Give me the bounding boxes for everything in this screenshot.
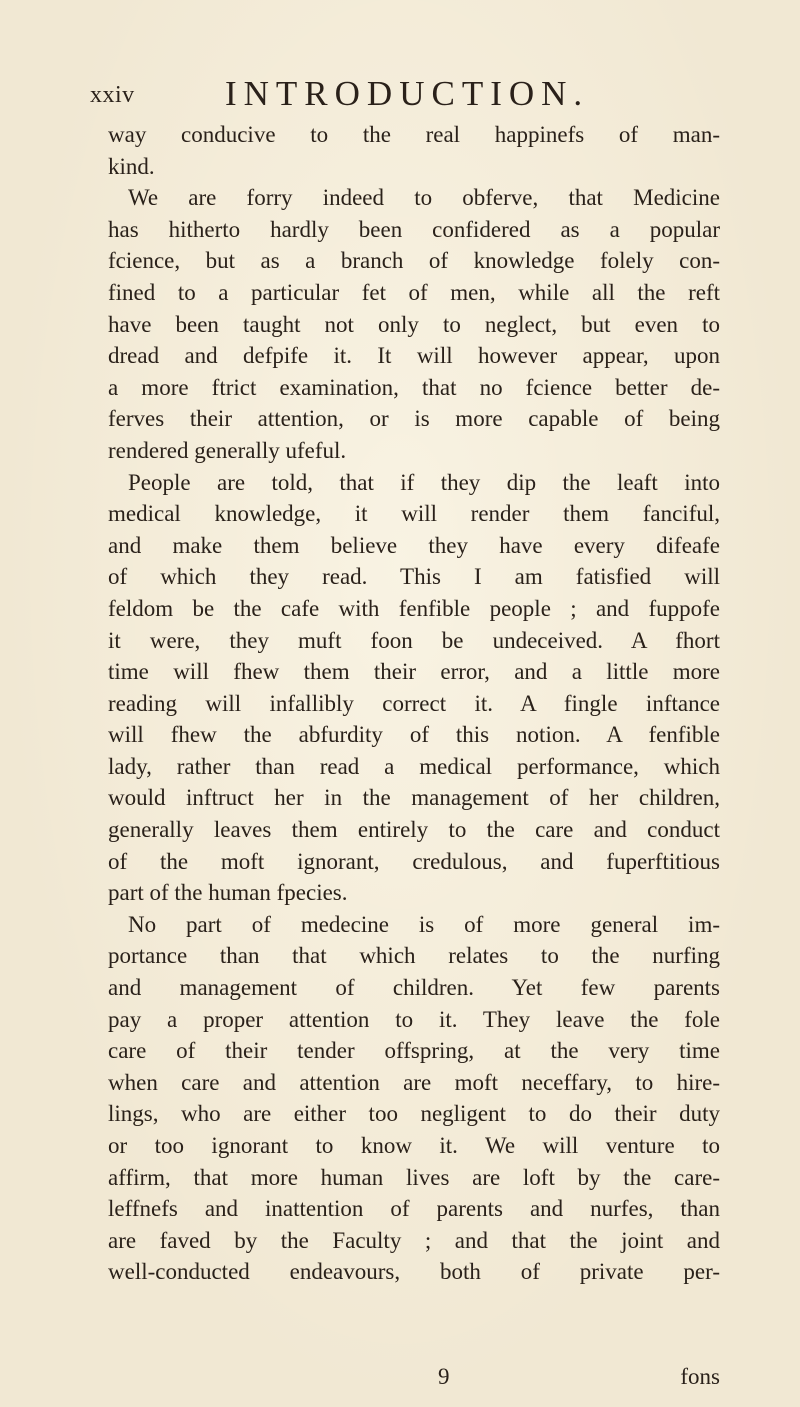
text-line: fcience, but as a branch of knowledge folely con- (108, 248, 720, 274)
text-line: leffnefs and inattention of parents and nurfes, than (108, 1196, 720, 1222)
text-line: No part of medecine is of more general im- (128, 911, 720, 937)
signature-mark: 9 (438, 1364, 450, 1389)
text-line: and management of children. Yet few parents (108, 975, 720, 1001)
text-line: has hitherto hardly been confidered as a popular (108, 216, 720, 242)
text-line: have been taught not only to neglect, but even to (108, 311, 720, 337)
page-number: xxiv (90, 82, 135, 108)
text-line: rendered generally ufeful. (108, 437, 347, 463)
text-line: of the moft ignorant, credulous, and fuperftitious (108, 848, 720, 874)
text-line: way conducive to the real happinefs of man- (108, 122, 720, 147)
text-line: care of their tender offspring, at the very time (108, 1038, 720, 1064)
text-line: part of the human fpecies. (108, 880, 348, 906)
text-line: or too ignorant to know it. We will venture to (108, 1133, 720, 1158)
text-line: would inftruct her in the management of her children, (108, 785, 720, 811)
text-line: and make them believe they have every difeafe (108, 532, 720, 558)
text-line: lady, rather than read a medical performance, which (108, 753, 720, 779)
text-line: time will fhew them their error, and a little more (108, 659, 720, 685)
body-text (108, 119, 720, 1288)
text-line: ferves their attention, or is more capable of being (108, 406, 720, 432)
text-line: We are forry indeed to obferve, that Medicine (128, 185, 720, 211)
running-head: INTRODUCTION. (225, 74, 590, 113)
text-line: dread and defpife it. It will however appear, upon (108, 343, 720, 369)
text-line: well-conducted endeavours, both of private per- (108, 1259, 720, 1285)
text-line: are faved by the Faculty ; and that the joint and (108, 1227, 720, 1253)
text-line: lings, who are either too negligent to do their duty (108, 1101, 720, 1127)
text-line: reading will infallibly correct it. A fingle inftance (108, 690, 720, 716)
text-line: affirm, that more human lives are loft by the care- (108, 1164, 720, 1190)
text-line: kind. (108, 153, 155, 179)
page-footer (108, 1364, 720, 1396)
page-header (90, 74, 710, 114)
text-line: when care and attention are moft neceffary, to hire- (108, 1069, 720, 1095)
text-line: feldom be the cafe with fenfible people ; and fuppofe (108, 595, 720, 621)
catchword: fons (680, 1364, 720, 1389)
text-line: generally leaves them entirely to the care and conduct (108, 817, 720, 843)
text-line: a more ftrict examination, that no fcience better de- (108, 374, 720, 400)
text-line: portance than that which relates to the nurfing (108, 943, 720, 969)
text-line: fined to a particular fet of men, while all the reft (108, 279, 720, 305)
text-line: pay a proper attention to it. They leave the fole (108, 1006, 720, 1032)
text-line: medical knowledge, it will render them fanciful, (108, 501, 720, 527)
text-line: People are told, that if they dip the leaft into (128, 469, 720, 495)
text-line: of which they read. This I am fatisfied will (108, 564, 720, 590)
text-line: it were, they muft foon be undeceived. A fhort (108, 627, 720, 653)
text-line: will fhew the abfurdity of this notion. A fenfible (108, 722, 720, 748)
